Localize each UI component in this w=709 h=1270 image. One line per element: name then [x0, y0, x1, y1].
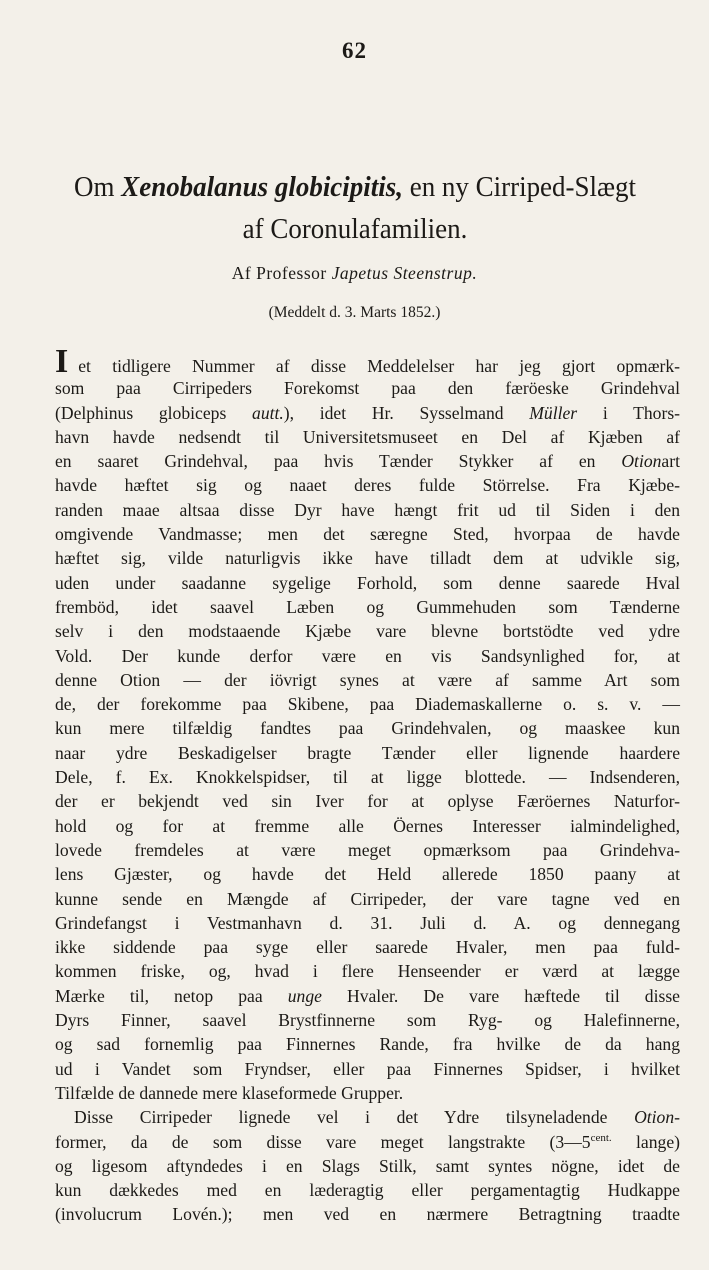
text-line: der er bekjendt ved sin Iver for at oplyse Færöernes Naturfor-	[55, 791, 680, 812]
text-line: og sad fornemlig paa Finnernes Rande, fra hvilke de da hang	[55, 1034, 680, 1055]
text-line: denne Otion — der iövrigt synes at være af samme Art som	[55, 669, 680, 690]
article-title	[53, 166, 658, 250]
taxon-name: Xenobalanus globicipitis	[121, 171, 397, 203]
text-line: (involucrum Lovén.); men ved en nærmere Betragtning traadte	[55, 1204, 680, 1225]
text-line: Dyrs Finner, saavel Brystfinnerne som Ryg- og Halefinnerne,	[55, 1010, 680, 1031]
text-line: randen maae altsaa disse Dyr have hængt frit ud til Siden i den	[55, 499, 680, 520]
text-line: ikke siddende paa syge eller saarede Hvaler, men paa fuld-	[55, 937, 680, 958]
text-line: hold og for at fremme alle Öernes Interesser ialmindelighed,	[55, 815, 680, 836]
text-line: en saaret Grindehval, paa hvis Tænder Stykker af en Otionart	[55, 451, 680, 472]
text-line: former, da de som disse vare meget langstrakte ($3—5^{cent.}$ lange)	[55, 1131, 680, 1152]
text-line: Tilfælde de dannede mere klaseformede Grupper.	[55, 1082, 404, 1103]
text-line: kun dækkedes med en læderagtig eller pergamentagtig Hudkappe	[55, 1180, 680, 1201]
text-line: kommen friske, og, hvad i flere Henseender er værd at lægge	[55, 961, 680, 982]
text-line: Grindefangst i Vestmanhavn d. 31. Juli d. A. og dennegang	[55, 912, 680, 933]
page-number: 62	[342, 38, 367, 63]
text-line: hæftet sig, vilde naturligvis ikke have tilladt dem at udvikle sig,	[55, 548, 680, 569]
text-line: havde hæftet sig og naaet deres fulde Störrelse. Fra Kjæbe-	[55, 475, 680, 496]
article-body	[55, 343, 681, 1227]
byline: Af Professor Japetus Steenstrup.	[231, 263, 478, 283]
text-line: uden under saadanne sygelige Forhold, som denne saarede Hval	[55, 572, 680, 593]
text-line: selv i den modstaaende Kjæbe vare blevne bortstödte ved ydre	[55, 621, 680, 642]
author-name: Japetus Steenstrup.	[331, 263, 478, 283]
text-line: som paa Cirripeders Forekomst paa den færöeske Grindehval	[55, 378, 680, 399]
text-line: Mærke til, netop paa unge Hvaler. De vare hæftede til disse	[55, 985, 680, 1006]
communication-date: (Meddelt d. 3. Marts 1852.)	[268, 304, 441, 321]
title-line-1: Om Xenobalanus globicipitis, en ny Cirriped-Slægt	[74, 171, 636, 203]
text-line: kunne sende en Mængde af Cirripeder, der vare tagne ved en	[55, 888, 680, 909]
text-line: de, der forekomme paa Skibene, paa Diademaskallerne o. s. v. —	[55, 694, 680, 715]
text-line: og ligesom aftyndedes i en Slags Stilk, samt syntes nögne, idet de	[55, 1155, 680, 1176]
text-line: Iet tidligere Nummer af disse Meddelelser har jeg gjort opmærk-	[55, 343, 680, 380]
text-line: Disse Cirripeder lignede vel i det Ydre tilsyneladende Otion-	[74, 1107, 680, 1128]
text-line: ud i Vandet som Fryndser, eller paa Finnernes Spidser, i hvilket	[55, 1058, 680, 1079]
text-line: fremböd, idet saavel Læben og Gummehuden som Tænderne	[55, 596, 680, 617]
text-line: havn havde nedsendt til Universitetsmuseet en Del af Kjæben af	[55, 426, 680, 447]
text-line: lovede fremdeles at være meget opmærksom paa Grindehva-	[55, 839, 680, 860]
text-line: naar ydre Beskadigelser bragte Tænder eller lignende haardere	[55, 742, 680, 763]
text-line: (Delphinus globiceps autt.), idet Hr. Sysselmand Müller i Thors-	[55, 402, 681, 423]
text-line: Vold. Der kunde derfor være en vis Sandsynlighed for, at	[55, 645, 680, 666]
text-line: lens Gjæster, og havde det Held allerede 1850 paany at	[55, 864, 680, 885]
text-line: Dele, f. Ex. Knokkelspidser, til at ligge blottede. — Indsenderen,	[55, 767, 680, 788]
text-line: kun mere tilfældig fandtes paa Grindehvalen, og maaskee kun	[55, 718, 680, 739]
drop-cap: I	[55, 343, 69, 380]
text-line: omgivende Vandmasse; men det særegne Sted, hvorpaa de havde	[55, 524, 680, 545]
title-line-2: af Coronulafamilien.	[242, 213, 468, 245]
